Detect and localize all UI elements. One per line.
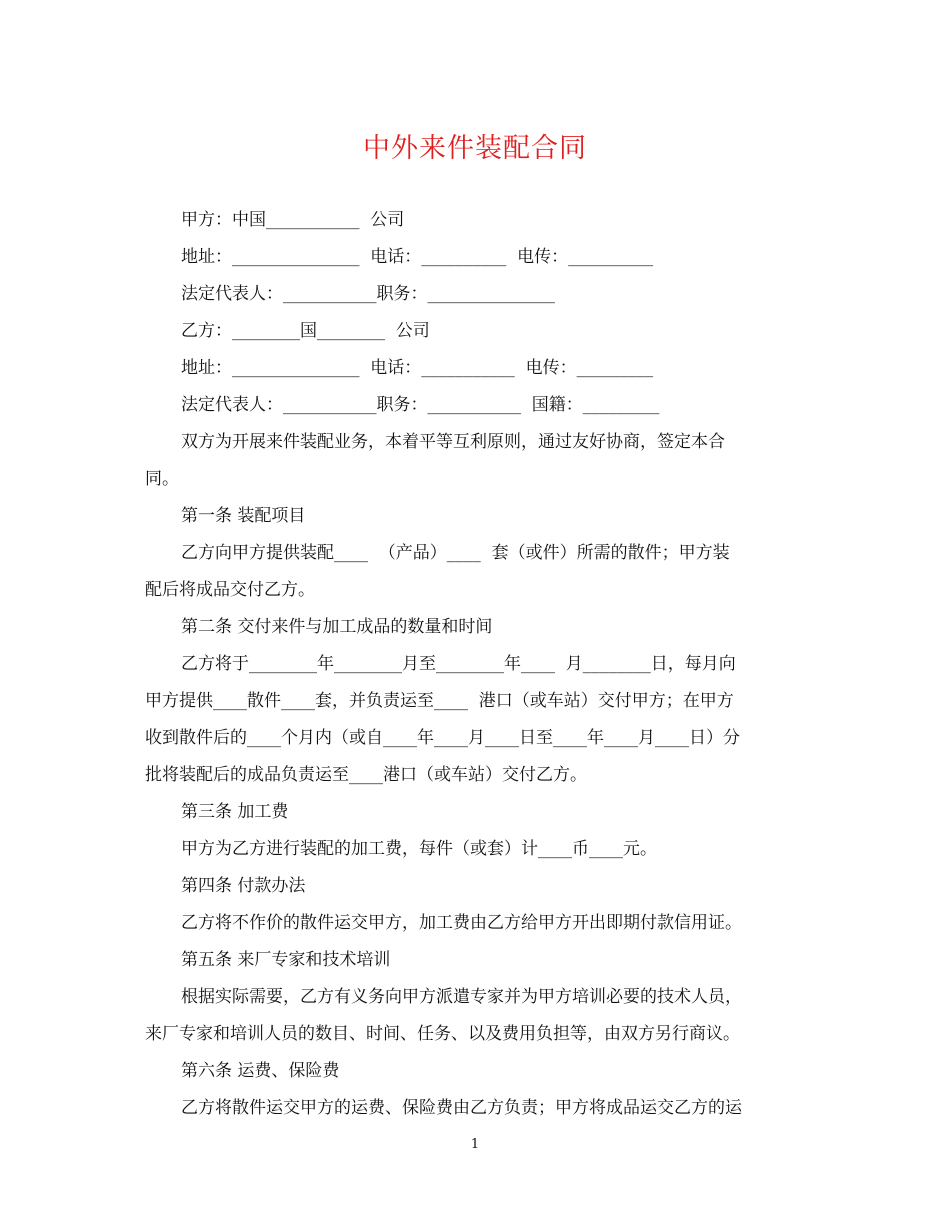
article-text-line: 收到散件后的____个月内（或自____年____月____日至____年____月____日）分	[145, 728, 740, 748]
party-b-name-line: 乙方：________国________ 公司	[181, 321, 430, 341]
article-text-line: 根据实际需要，乙方有义务向甲方派遣专家并为甲方培训必要的技术人员，	[181, 987, 742, 1007]
party-b-representative-line: 法定代表人：___________职务：___________ 国籍：_________	[181, 395, 660, 415]
party-a-address-line: 地址：_______________ 电话：__________ 电传：__________	[181, 247, 654, 267]
article-text-line: 来厂专家和培训人员的数目、时间、任务、以及费用负担等，由双方另行商议。	[145, 1024, 740, 1044]
article-heading: 第四条 付款办法	[181, 876, 306, 896]
article-text-line: 乙方将不作价的散件运交甲方，加工费由乙方给甲方开出即期付款信用证。	[181, 913, 742, 933]
preamble-line: 双方为开展来件装配业务，本着平等互利原则，通过友好协商，签定本合	[181, 432, 725, 452]
preamble-line: 同。	[145, 469, 179, 489]
party-a-name-line: 甲方：中国___________ 公司	[181, 210, 405, 230]
article-heading: 第二条 交付来件与加工成品的数量和时间	[181, 617, 493, 637]
page-number: 1	[470, 1137, 480, 1152]
party-a-representative-line: 法定代表人：___________职务：_______________	[181, 284, 555, 304]
article-heading: 第三条 加工费	[181, 802, 289, 822]
party-b-address-line: 地址：_______________ 电话：___________ 电传：_________	[181, 358, 654, 378]
article-text-line: 配后将成品交付乙方。	[145, 580, 315, 600]
article-text-line: 乙方将于________年________月至________年____ 月________日，每月向	[181, 654, 736, 674]
document-title: 中外来件装配合同	[363, 133, 587, 164]
article-heading: 第六条 运费、保险费	[181, 1061, 340, 1081]
article-text-line: 乙方向甲方提供装配____ （产品）____ 套（或件）所需的散件；甲方装	[181, 543, 730, 563]
article-text-line: 批将装配后的成品负责运至____港口（或车站）交付乙方。	[145, 765, 587, 785]
article-text-line: 甲方提供____散件____套，并负责运至____ 港口（或车站）交付甲方；在甲方	[145, 691, 734, 711]
article-heading: 第一条 装配项目	[181, 506, 306, 526]
article-text-line: 乙方将散件运交甲方的运费、保险费由乙方负责；甲方将成品运交乙方的运	[181, 1098, 742, 1118]
document-body	[145, 202, 805, 1127]
article-heading: 第五条 来厂专家和技术培训	[181, 950, 391, 970]
article-text-line: 甲方为乙方进行装配的加工费，每件（或套）计____币____元。	[181, 839, 657, 859]
